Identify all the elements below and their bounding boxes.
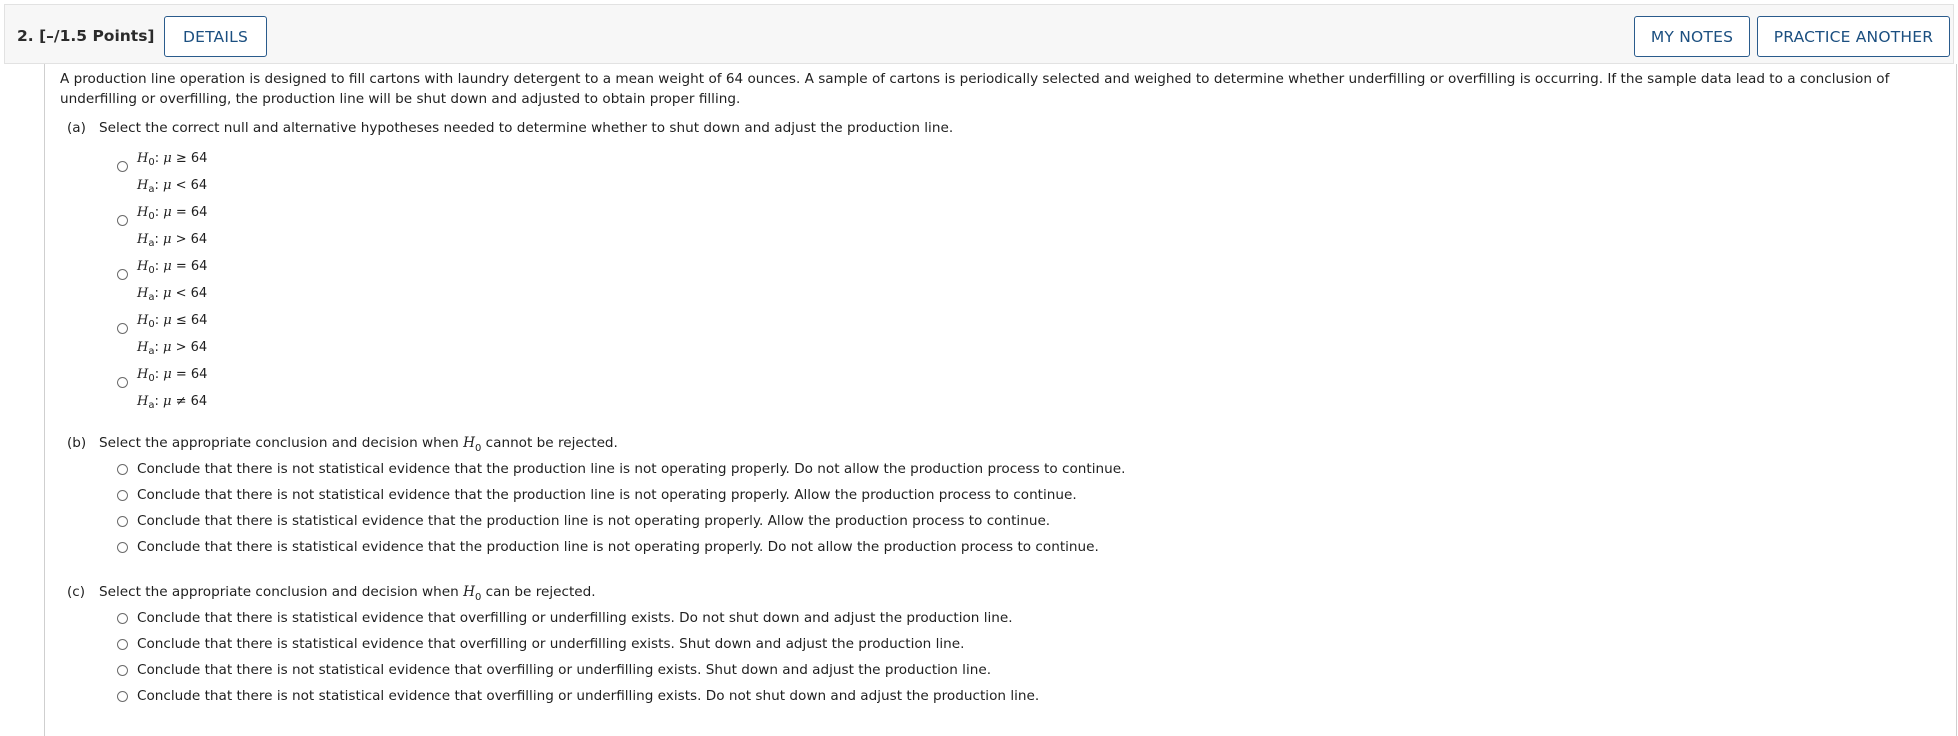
alt-subscript: a	[148, 400, 155, 411]
null-colon: :	[154, 259, 164, 274]
mu-symbol: μ	[163, 232, 172, 247]
alt-subscript: a	[148, 184, 155, 195]
null-hypothesis	[137, 363, 207, 390]
h-letter: H	[137, 259, 149, 274]
part-c-prompt	[67, 584, 596, 603]
part-a-label: (a)	[67, 120, 86, 136]
alt-relation: ≠ 64	[171, 394, 208, 409]
hypothesis-radio[interactable]	[117, 323, 128, 334]
hypothesis-radio[interactable]	[117, 377, 128, 388]
mu-symbol: μ	[163, 259, 172, 274]
alt-colon: :	[154, 232, 163, 247]
mu-symbol: μ	[163, 286, 172, 301]
h-letter: H	[137, 394, 149, 409]
null-colon: :	[154, 205, 164, 220]
alt-colon: :	[154, 340, 163, 355]
question-intro: A production line operation is designed to fill cartons with laundry detergent to a mean weight of 64 ounces. A sample of cartons is periodically selected and weighed to determine whether underfilling or overfilling is occurring. If the sample data lead to a conclusion of underfilling or overfilling, the production line will be shut down and adjusted to obtain proper filling.	[60, 71, 1890, 107]
part-a-text: Select the correct null and alternative hypotheses needed to determine whether to shut down and adjust the production line.	[99, 120, 954, 136]
alt-relation: > 64	[171, 232, 208, 247]
part-b-radio[interactable]	[117, 490, 128, 501]
alternative-hypothesis	[137, 336, 207, 363]
h-letter: H	[137, 367, 149, 382]
null-subscript: 0	[148, 157, 155, 168]
mu-symbol: μ	[163, 394, 172, 409]
part-c-option[interactable]: Conclude that there is statistical evidence that overfilling or underfilling exists. Do not shut down and adjust the production line.	[137, 610, 1013, 626]
alt-colon: :	[154, 178, 163, 193]
part-c-radio[interactable]	[117, 665, 128, 676]
null-hypothesis	[137, 147, 207, 174]
alt-colon: :	[154, 286, 163, 301]
part-c-text-after: can be rejected.	[481, 584, 596, 600]
h0-symbol: H	[463, 584, 475, 600]
alternative-hypothesis	[137, 228, 207, 255]
question-body	[44, 64, 1957, 736]
alt-subscript: a	[148, 238, 155, 249]
h-letter: H	[137, 205, 149, 220]
null-relation: = 64	[171, 205, 208, 220]
mu-symbol: μ	[163, 151, 172, 166]
practice-another-button[interactable]: PRACTICE ANOTHER	[1757, 16, 1950, 57]
mu-symbol: μ	[163, 205, 172, 220]
alt-colon: :	[154, 394, 163, 409]
null-hypothesis	[137, 201, 207, 228]
question-points: [–/1.5 Points]	[39, 27, 155, 45]
h0-symbol: H	[463, 435, 475, 451]
part-b-radio[interactable]	[117, 542, 128, 553]
question-number: 2.	[17, 27, 34, 45]
question-title	[17, 27, 155, 45]
hypothesis-option[interactable]	[137, 363, 207, 417]
part-a-prompt	[67, 120, 953, 136]
alt-relation: < 64	[171, 178, 208, 193]
part-b-radio[interactable]	[117, 464, 128, 475]
alternative-hypothesis	[137, 174, 207, 201]
null-subscript: 0	[148, 211, 155, 222]
hypothesis-option[interactable]	[137, 309, 207, 363]
part-c-radio[interactable]	[117, 691, 128, 702]
hypothesis-option[interactable]	[137, 201, 207, 255]
my-notes-button[interactable]: MY NOTES	[1634, 16, 1750, 57]
hypothesis-radio[interactable]	[117, 215, 128, 226]
part-c-option[interactable]: Conclude that there is not statistical evidence that overfilling or underfilling exists. Shut down and adjust the production line.	[137, 662, 992, 678]
hypothesis-radio[interactable]	[117, 161, 128, 172]
null-relation: = 64	[171, 367, 208, 382]
part-c-text-before: Select the appropriate conclusion and decision when	[99, 584, 464, 600]
null-subscript: 0	[148, 319, 155, 330]
hypothesis-radio[interactable]	[117, 269, 128, 280]
part-b-radio[interactable]	[117, 516, 128, 527]
mu-symbol: μ	[163, 367, 172, 382]
part-c-radio[interactable]	[117, 639, 128, 650]
null-relation: ≤ 64	[171, 313, 208, 328]
null-colon: :	[154, 151, 164, 166]
null-subscript: 0	[148, 373, 155, 384]
h-letter: H	[137, 232, 149, 247]
null-hypothesis	[137, 309, 207, 336]
null-hypothesis	[137, 255, 207, 282]
alt-relation: < 64	[171, 286, 208, 301]
null-relation: ≥ 64	[171, 151, 208, 166]
h-letter: H	[137, 178, 149, 193]
h-letter: H	[137, 286, 149, 301]
part-c-label: (c)	[67, 584, 86, 600]
part-b-option[interactable]: Conclude that there is not statistical evidence that the production line is not operating properly. Allow the production process to continue.	[137, 487, 1077, 503]
alt-subscript: a	[148, 292, 155, 303]
question-header	[4, 4, 1954, 64]
null-colon: :	[154, 367, 164, 382]
null-colon: :	[154, 313, 164, 328]
h-letter: H	[137, 151, 149, 166]
part-b-option[interactable]: Conclude that there is not statistical evidence that the production line is not operating properly. Do not allow the production process to continue.	[137, 461, 1126, 477]
alt-relation: > 64	[171, 340, 208, 355]
hypothesis-option[interactable]	[137, 255, 207, 309]
details-button[interactable]: DETAILS	[164, 16, 267, 57]
part-b-prompt	[67, 435, 618, 454]
h-letter: H	[137, 313, 149, 328]
part-c-radio[interactable]	[117, 613, 128, 624]
part-b-option[interactable]: Conclude that there is statistical evidence that the production line is not operating properly. Do not allow the production process to continue.	[137, 539, 1099, 555]
mu-symbol: μ	[163, 313, 172, 328]
part-b-text-after: cannot be rejected.	[481, 435, 618, 451]
alternative-hypothesis	[137, 282, 207, 309]
h-letter: H	[137, 340, 149, 355]
part-c-option[interactable]: Conclude that there is not statistical evidence that overfilling or underfilling exists. Do not shut down and adjust the production line.	[137, 688, 1040, 704]
part-b-option[interactable]: Conclude that there is statistical evidence that the production line is not operating properly. Allow the production process to continue.	[137, 513, 1051, 529]
h0-subscript: 0	[474, 443, 482, 454]
part-b-text-before: Select the appropriate conclusion and decision when	[99, 435, 464, 451]
null-relation: = 64	[171, 259, 208, 274]
part-b-label: (b)	[67, 435, 87, 451]
h0-subscript: 0	[474, 592, 482, 603]
alternative-hypothesis	[137, 390, 207, 417]
mu-symbol: μ	[163, 178, 172, 193]
mu-symbol: μ	[163, 340, 172, 355]
null-subscript: 0	[148, 265, 155, 276]
alt-subscript: a	[148, 346, 155, 357]
hypothesis-option[interactable]	[137, 147, 207, 201]
part-c-option[interactable]: Conclude that there is statistical evidence that overfilling or underfilling exists. Shut down and adjust the production line.	[137, 636, 965, 652]
